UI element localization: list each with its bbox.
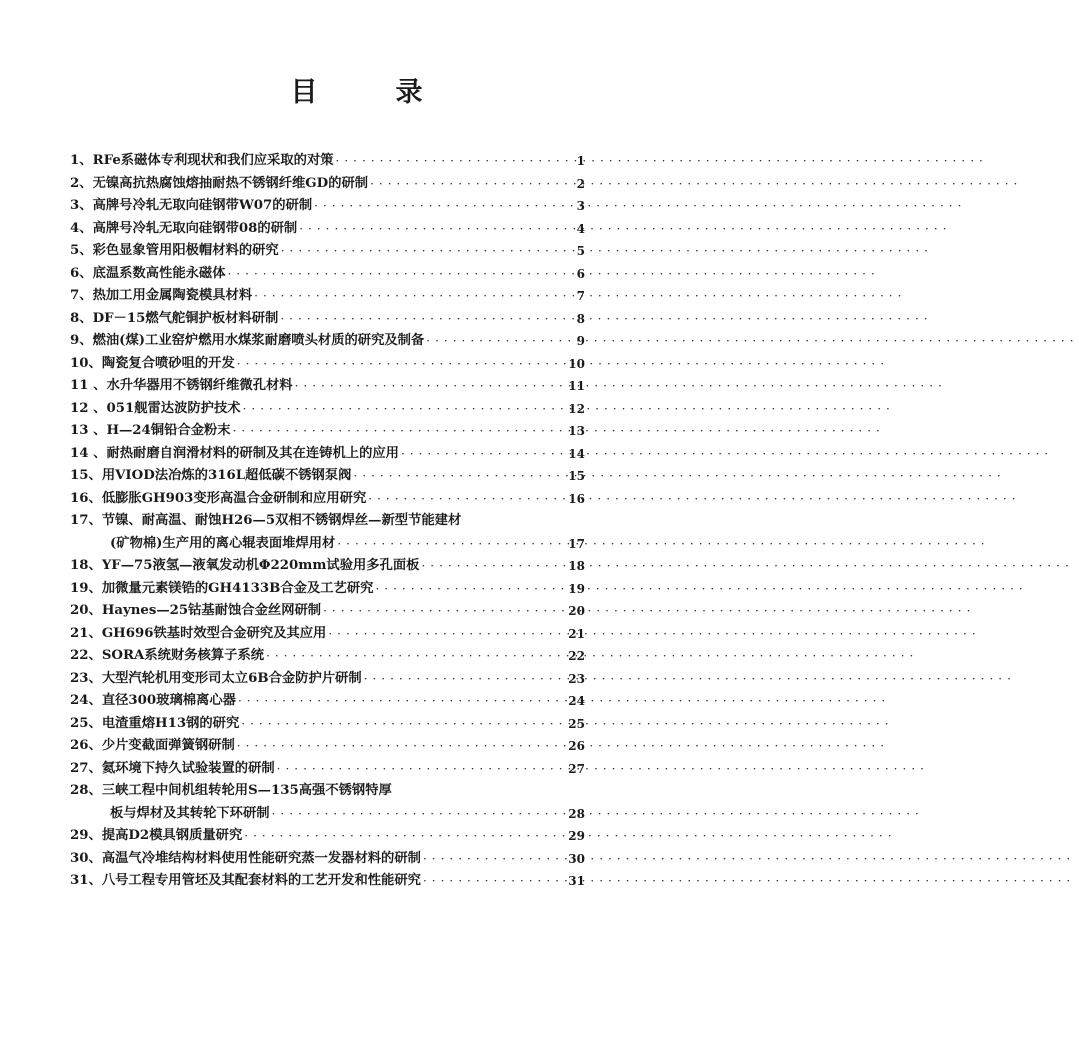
toc-entry	[70, 195, 585, 218]
toc-dot-leader	[401, 443, 564, 466]
toc-entry-number: 22、	[70, 648, 102, 663]
toc-entry-title: 提高D2模具钢质量研究	[101, 828, 243, 843]
toc-entry-number: 20、	[70, 603, 102, 618]
toc-entry-number: 21、	[70, 625, 102, 641]
toc-entry-number: 9、	[70, 333, 93, 348]
toc-dot-leader	[337, 533, 564, 556]
toc-entry-title: 氦环境下持久试验装置的研制	[101, 760, 275, 776]
toc-entry	[70, 780, 585, 803]
toc-entry-number: 5、	[70, 243, 93, 258]
toc-entry	[70, 218, 585, 241]
toc-entry-title: 耐热耐磨自润滑材料的研制及其在连铸机上的应用	[106, 445, 399, 461]
toc-entry-page-number: 6	[576, 266, 585, 281]
toc-entry-number: 25、	[70, 715, 102, 731]
toc-entry-number: 8、	[70, 310, 93, 326]
toc-entry-title: 水升华器用不锈钢纤维微孔材料	[106, 378, 293, 393]
toc-entry	[70, 330, 585, 353]
title-char-right: 录	[395, 77, 423, 108]
toc-entry-title: 八号工程专用管坯及其配套材料的工艺开发和性能研究	[101, 873, 421, 888]
toc-entry-number: 29、	[70, 828, 102, 843]
toc-entry-page-number: 24	[568, 694, 585, 708]
toc-entry-number: 14 、	[70, 445, 107, 461]
toc-entry	[70, 758, 585, 781]
toc-entry-title: 热加工用金属陶瓷模具材料	[92, 288, 253, 303]
toc-entry-title: 板与焊材及其转轮下环研制	[110, 805, 270, 821]
toc-entry-number: 3、	[70, 198, 93, 213]
toc-dot-leader	[423, 848, 564, 871]
toc-entry-page-number: 21	[568, 626, 585, 641]
toc-entry-title: 051舰雷达波防护技术	[106, 400, 241, 416]
toc-entry	[70, 668, 585, 691]
toc-entry-number: 18、	[70, 558, 102, 573]
toc-dot-leader	[254, 285, 567, 308]
toc-dot-leader	[423, 870, 564, 893]
toc-entry	[70, 420, 585, 443]
toc-entry-title: 彩色显象管用阳极帽材料的研究	[92, 243, 279, 258]
page-title	[0, 70, 713, 109]
toc-dot-leader	[336, 150, 567, 173]
toc-entry-page-number: 5	[576, 244, 585, 258]
toc-entry-page-number: 23	[568, 671, 585, 686]
toc-dot-leader	[237, 353, 565, 376]
toc-entry-title: RFe系磁体专利现状和我们应采取的对策	[92, 153, 334, 168]
toc-entry-number: 15、	[70, 468, 102, 483]
toc-entry-number: 19、	[70, 580, 102, 596]
toc-entry-page-number: 27	[568, 761, 585, 776]
toc-entry-number: 24、	[70, 693, 102, 708]
toc-entry-number: 30、	[70, 850, 102, 866]
toc-dot-leader	[272, 803, 565, 826]
toc-entry	[70, 735, 585, 758]
toc-entry-title: 直径300玻璃棉离心器	[101, 693, 236, 708]
toc-entry-number: 6、	[70, 265, 93, 281]
toc-entry-page-number: 10	[568, 356, 585, 371]
toc-entry-page-number: 8	[576, 311, 585, 326]
toc-dot-leader	[426, 330, 567, 353]
toc-entry	[70, 713, 585, 736]
toc-entry-title: DF－15燃气舵铜护板材料研制	[92, 310, 279, 326]
toc-dot-leader	[328, 623, 564, 646]
toc-entry	[70, 263, 585, 286]
toc-dot-leader	[237, 735, 565, 758]
toc-dot-leader	[277, 758, 565, 781]
toc-entry-page-number: 9	[576, 334, 585, 348]
toc-entry	[70, 578, 585, 601]
toc-entry-number: 27、	[70, 760, 102, 776]
toc-dot-leader	[281, 240, 567, 263]
toc-entry	[70, 443, 585, 466]
toc-entry-page-number: 14	[568, 446, 585, 461]
toc-entry-title: 用VIOD法冶炼的316L超低碳不锈钢泵阀	[101, 468, 352, 483]
toc-entry-number: 2、	[70, 175, 93, 191]
toc-entry-number: 17、	[70, 513, 102, 528]
toc-entry-page-number: 19	[568, 581, 585, 596]
toc-entry	[70, 353, 585, 376]
toc-entry-title: Haynes—25钴基耐蚀合金丝网研制	[101, 603, 322, 618]
toc-dot-leader	[243, 398, 565, 421]
toc-entry-title: 高牌号冷轧无取向硅钢带08的研制	[92, 220, 298, 236]
toc-entry-page-number: 2	[576, 176, 585, 191]
toc-dot-leader	[266, 645, 564, 668]
toc-dot-leader	[370, 173, 567, 196]
toc-entry-number: 16、	[70, 490, 102, 506]
toc-entry-number: 23、	[70, 670, 102, 686]
toc-entry-title: (矿物棉)生产用的离心辊表面堆焊用材	[110, 535, 336, 551]
title-char-left: 目	[290, 77, 318, 108]
toc-entry-page-number: 28	[568, 806, 585, 821]
toc-entry-title: 大型汽轮机用变形司太立6B合金防护片研制	[101, 670, 362, 686]
toc-dot-leader	[375, 578, 564, 601]
toc-entry-page-number: 17	[568, 536, 585, 551]
toc-entry-page-number: 3	[576, 199, 585, 213]
toc-entry-page-number: 25	[568, 716, 585, 731]
toc-entry-title: 节镍、耐高温、耐蚀H26—5双相不锈钢焊丝—新型节能建材	[101, 513, 462, 528]
toc-entry-title: 无镍高抗热腐蚀熔抽耐热不锈钢纤维GD的研制	[92, 175, 369, 191]
toc-entry-page-number: 31	[568, 874, 585, 888]
toc-entry-number: 26、	[70, 738, 102, 753]
toc-entry-number: 12 、	[70, 400, 107, 416]
toc-entry-title: GH696铁基时效型合金研究及其应用	[101, 625, 327, 641]
toc-entry-number: 10、	[70, 355, 102, 371]
toc-entry-page-number: 22	[568, 649, 585, 663]
toc-dot-leader	[353, 465, 564, 488]
toc-entry-title: 底温系数高性能永磁体	[92, 265, 226, 281]
toc-dot-leader	[233, 420, 565, 443]
toc-entry	[70, 848, 585, 871]
toc-entry-page-number: 4	[576, 221, 585, 236]
toc-dot-leader	[244, 825, 564, 848]
toc-entry-title: YF—75液氢—液氧发动机Φ220mm试验用多孔面板	[101, 558, 420, 573]
toc-entry-number: 11 、	[70, 378, 107, 393]
toc-entry-title: 三峡工程中间机组转轮用S—135高强不锈钢特厚	[101, 783, 392, 798]
toc-entry	[70, 510, 585, 533]
toc-dot-leader	[238, 690, 564, 713]
toc-entry	[70, 488, 585, 511]
toc-entry	[70, 150, 585, 173]
toc-entry-number: 31、	[70, 873, 102, 888]
toc-entry-continuation	[70, 533, 585, 556]
toc-entry-number: 7、	[70, 288, 93, 303]
toc-dot-leader	[421, 555, 564, 578]
toc-entry-title: 低膨胀GH903变形高温合金研制和应用研究	[101, 490, 367, 506]
toc-entry	[70, 240, 585, 263]
toc-entry	[70, 465, 585, 488]
toc-entry-page-number: 29	[568, 829, 585, 843]
toc-dot-leader	[323, 600, 564, 623]
toc-entry-page-number: 26	[568, 739, 585, 753]
toc-entry-page-number: 20	[568, 604, 585, 618]
toc-entry-page-number: 18	[568, 559, 585, 573]
toc-entry	[70, 623, 585, 646]
toc-entry-title: 少片变截面弹簧钢研制	[101, 738, 235, 753]
toc-entry-number: 4、	[70, 220, 93, 236]
toc-entry-page-number: 7	[576, 289, 585, 303]
toc-entry-page-number: 16	[568, 491, 585, 506]
toc-entry	[70, 308, 585, 331]
toc-entry	[70, 555, 585, 578]
toc-dot-leader	[241, 713, 564, 736]
toc-entry	[70, 690, 585, 713]
toc-dot-leader	[364, 668, 565, 691]
toc-entry-page-number: 15	[568, 469, 585, 483]
toc-dot-leader	[368, 488, 564, 511]
toc-entry-page-number: 1	[576, 154, 585, 168]
toc-entry-number: 28、	[70, 783, 102, 798]
toc-entry-page-number: 30	[568, 851, 585, 866]
toc-entry	[70, 285, 585, 308]
toc-entry-title: 高牌号冷轧无取向硅钢带W07的研制	[92, 198, 313, 213]
toc-entry-title: 燃油(煤)工业窑炉燃用水煤浆耐磨喷头材质的研究及制备	[92, 333, 425, 348]
toc-entry	[70, 870, 585, 893]
toc-dot-leader	[228, 263, 567, 286]
toc-entry-title: 陶瓷复合喷砂咀的开发	[101, 355, 235, 371]
toc-entry-title: 加微量元素镁锆的GH4133B合金及工艺研究	[101, 580, 374, 596]
toc-entry-title: 电渣重熔H13钢的研究	[101, 715, 240, 731]
toc-entry-page-number: 11	[568, 379, 585, 393]
toc-dot-leader	[299, 218, 567, 241]
toc-entry	[70, 825, 585, 848]
toc-entry	[70, 398, 585, 421]
toc-dot-leader	[314, 195, 567, 218]
toc-entry	[70, 173, 585, 196]
toc-entry-number: 1、	[70, 153, 93, 168]
toc-entry	[70, 645, 585, 668]
toc-entry-title: SORA系统财务核算子系统	[101, 648, 265, 663]
toc-entry	[70, 600, 585, 623]
toc-entry-title: H—24铜铅合金粉末	[106, 423, 231, 438]
toc-dot-leader	[280, 308, 567, 331]
table-of-contents	[70, 150, 585, 893]
toc-entry	[70, 375, 585, 398]
toc-entry-title: 高温气冷堆结构材料使用性能研究蒸一发器材料的研制	[101, 850, 421, 866]
toc-entry-number: 13 、	[70, 423, 107, 438]
toc-entry-page-number: 12	[568, 401, 585, 416]
toc-entry-continuation	[70, 803, 585, 826]
toc-dot-leader	[295, 375, 565, 398]
toc-entry-page-number: 13	[568, 424, 585, 438]
